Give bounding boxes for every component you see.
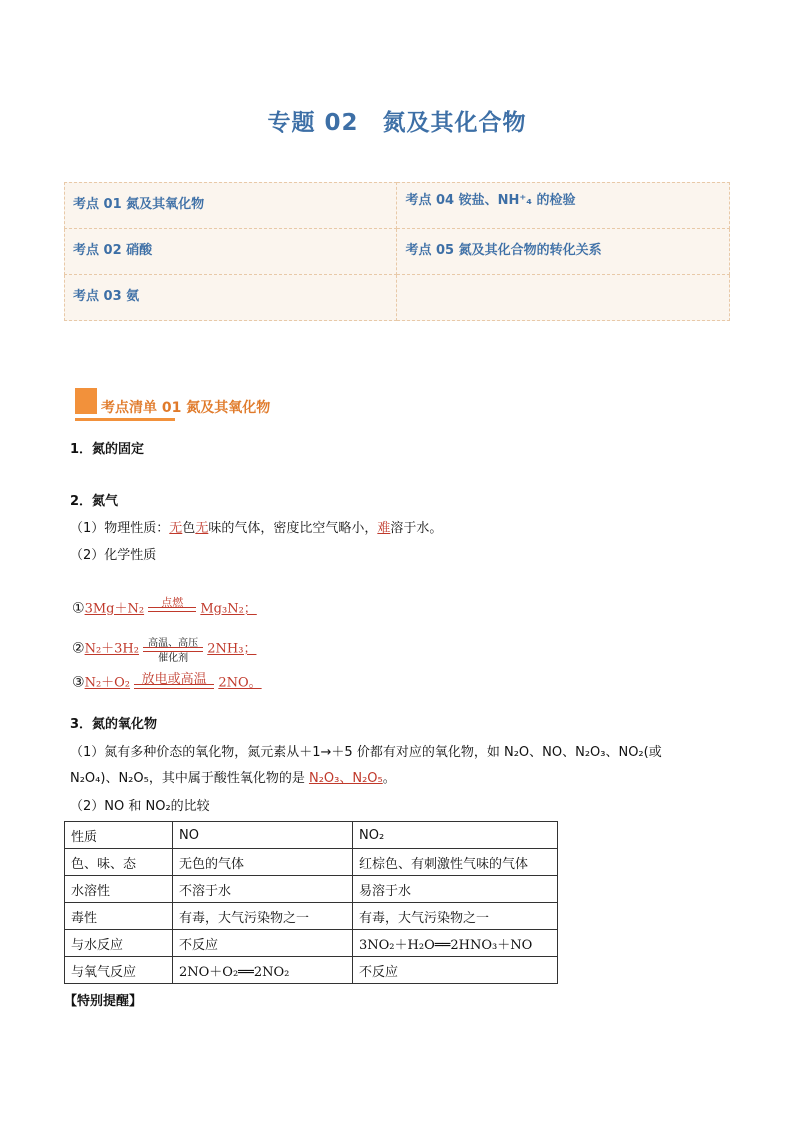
table-cell: 与水反应 — [65, 930, 173, 957]
table-cell: NO — [173, 822, 353, 849]
special-reminder-label: 【特别提醒】 — [64, 994, 143, 1009]
table-cell: 与氧气反应 — [65, 957, 173, 984]
table-cell: 有毒，大气污染物之一 — [173, 903, 353, 930]
comparison-label: （2）NO 和 NO₂的比较 — [70, 799, 210, 814]
table-cell: 易溶于水 — [353, 876, 558, 903]
table-cell: NO₂ — [353, 822, 558, 849]
table-cell: 红棕色、有刺激性气味的气体 — [353, 849, 558, 876]
table-row — [65, 957, 558, 984]
table-cell: 毒性 — [65, 903, 173, 930]
topic-04-link[interactable]: 考点 04 铵盐、NH⁺₄ 的检验 — [397, 183, 730, 229]
table-cell: 性质 — [65, 822, 173, 849]
table-row — [65, 849, 558, 876]
table-row — [65, 930, 558, 957]
table-cell: 不反应 — [173, 930, 353, 957]
no-no2-comparison-table — [64, 821, 558, 984]
reaction-3: ③N₂＋O₂ 放电或高温 2NO。 — [72, 672, 262, 691]
topic-03-link[interactable]: 考点 03 氨 — [65, 275, 397, 321]
oxides-paragraph-line2: N₂O₄)、N₂O₅，其中属于酸性氧化物的是 N₂O₃、N₂O₅。 — [70, 771, 396, 786]
topic-01-link[interactable]: 考点 01 氮及其氧化物 — [65, 183, 397, 229]
table-cell: 3NO₂＋H₂O══2HNO₃＋NO — [353, 930, 558, 957]
table-row — [65, 876, 558, 903]
table-cell: 有毒，大气污染物之一 — [353, 903, 558, 930]
table-cell: 水溶性 — [65, 876, 173, 903]
section-header — [75, 388, 315, 424]
chemical-properties-label: （2）化学性质 — [70, 548, 157, 563]
topic-empty-cell — [397, 275, 730, 321]
section-underline — [75, 418, 175, 421]
section-marker-block — [75, 388, 97, 414]
table-row — [65, 903, 558, 930]
heading-nitrogen-oxides: 3．氮的氧化物 — [70, 717, 158, 732]
physical-properties: （1）物理性质：无色无味的气体，密度比空气略小，难溶于水。 — [70, 521, 443, 536]
page-title: 专题 02 氮及其化合物 — [267, 110, 527, 136]
oxides-paragraph-line1: （1）氮有多种价态的氧化物，氮元素从＋1→＋5 价都有对应的氧化物，如 N₂O、NO、N₂O₃、NO₂(或 — [70, 745, 662, 760]
reaction-1: ①3Mg＋N₂ 点燃 Mg₃N₂； — [72, 596, 257, 617]
topic-05-link[interactable]: 考点 05 氮及其化合物的转化关系 — [397, 229, 730, 275]
table-cell: 无色的气体 — [173, 849, 353, 876]
reaction-2: ②N₂＋3H₂ 高温、高压 催化剂 2NH₃； — [72, 638, 257, 664]
table-row — [65, 822, 558, 849]
table-cell: 2NO＋O₂══2NO₂ — [173, 957, 353, 984]
table-cell: 色、味、态 — [65, 849, 173, 876]
section-title: 考点清单 01 氮及其氧化物 — [101, 400, 271, 416]
heading-nitrogen-fixation: 1．氮的固定 — [70, 442, 145, 457]
heading-nitrogen-gas: 2．氮气 — [70, 494, 119, 509]
table-cell: 不反应 — [353, 957, 558, 984]
topic-index-table — [64, 182, 730, 321]
topic-02-link[interactable]: 考点 02 硝酸 — [65, 229, 397, 275]
table-cell: 不溶于水 — [173, 876, 353, 903]
